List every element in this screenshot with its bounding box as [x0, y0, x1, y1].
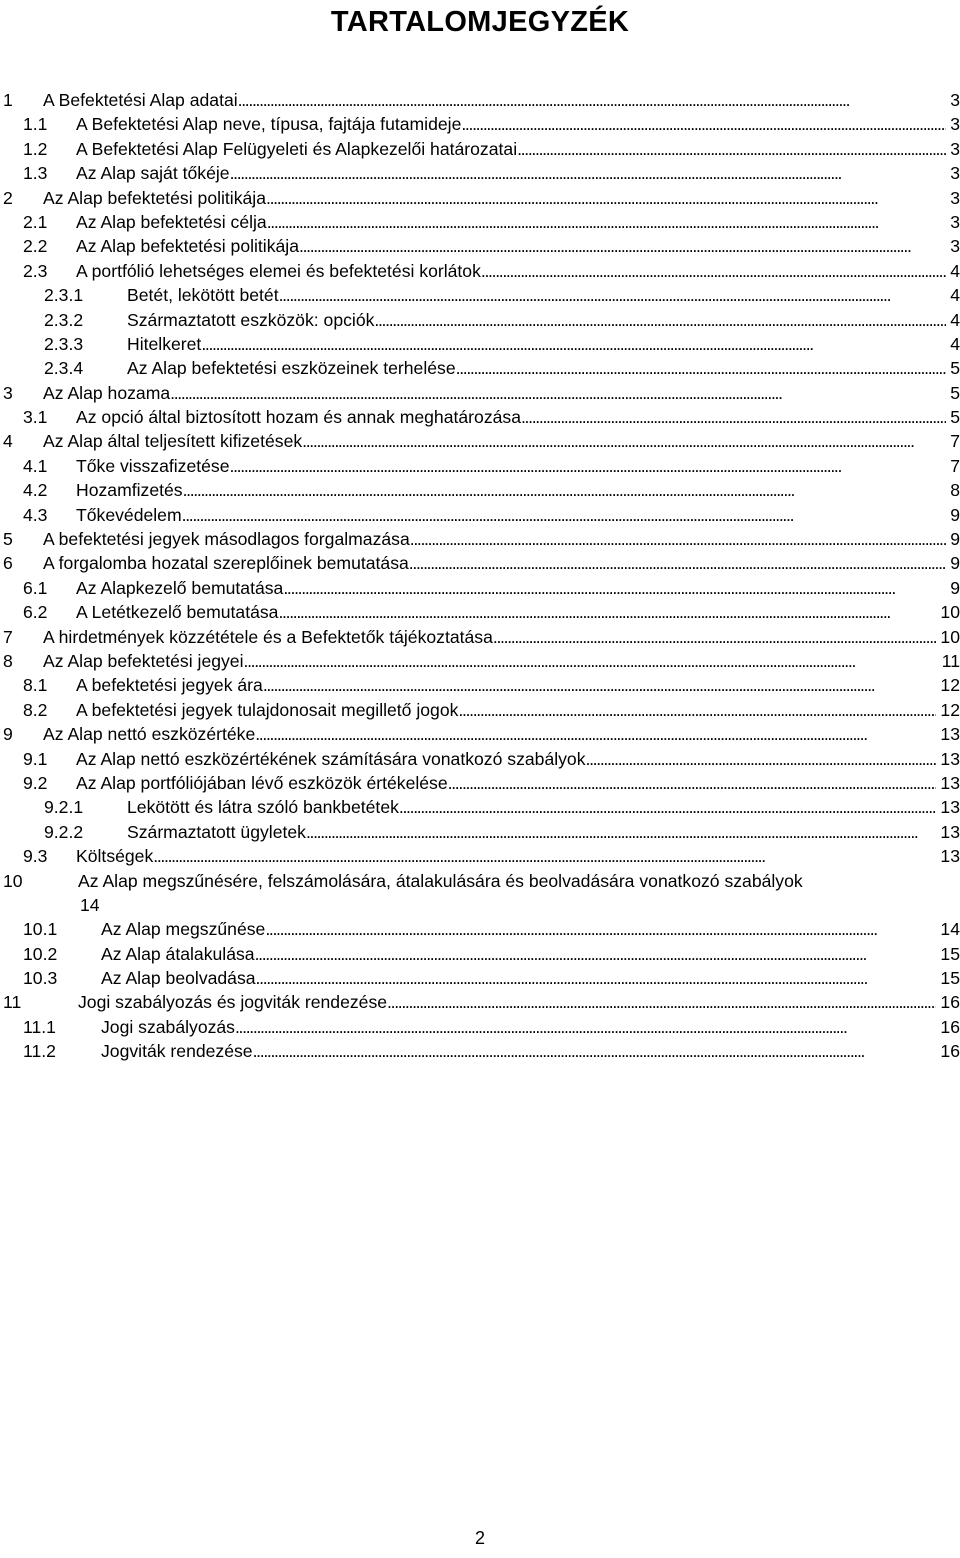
toc-entry[interactable] — [0, 503, 960, 527]
toc-page-number: 3 — [950, 163, 960, 184]
toc-label: Az Alap által teljesített kifizetések — [43, 429, 302, 453]
dot-leader — [493, 625, 937, 649]
document-title: TARTALOMJEGYZÉK — [330, 6, 630, 38]
page-number: 2 — [474, 1528, 485, 1548]
toc-number: 9.2 — [23, 772, 48, 793]
dot-leader — [458, 698, 936, 722]
toc-number: 6.1 — [23, 577, 48, 598]
dot-leader — [461, 112, 946, 136]
toc-entry[interactable] — [0, 820, 960, 844]
toc-entry[interactable] — [0, 673, 960, 697]
toc-page-number: 14 — [940, 919, 960, 940]
toc-page-number: 15 — [940, 968, 960, 989]
toc-number: 3.1 — [23, 407, 48, 428]
toc-number: 10.2 — [23, 943, 58, 964]
toc-number: 4.2 — [23, 480, 48, 501]
toc-label: Hozamfizetés — [76, 478, 183, 502]
toc-label: Az Alap saját tőkéje — [76, 161, 230, 185]
toc-page-number: 3 — [950, 114, 960, 135]
toc-page-number: 14 — [80, 894, 100, 915]
toc-label: Jogviták rendezése — [101, 1039, 253, 1063]
toc-number: 7 — [3, 626, 13, 647]
toc-entry[interactable] — [0, 112, 960, 136]
dot-leader — [521, 405, 946, 429]
toc-number: 1.3 — [23, 163, 48, 184]
dot-leader — [255, 722, 936, 746]
toc-page-number: 3 — [950, 187, 960, 208]
dot-leader — [183, 478, 947, 502]
toc-number: 9.2.2 — [44, 821, 84, 842]
dot-leader — [306, 820, 936, 844]
toc-page-number: 3 — [950, 236, 960, 257]
dot-leader — [255, 942, 937, 966]
toc-page-number: 3 — [950, 211, 960, 232]
toc-page-number: 16 — [940, 992, 960, 1013]
dot-leader — [399, 795, 937, 819]
toc-label: Hitelkeret — [127, 332, 201, 356]
dot-leader — [244, 649, 938, 673]
toc-label: Az Alap nettó eszközértéke — [43, 722, 255, 746]
dot-leader — [456, 356, 947, 380]
table-of-contents — [0, 88, 960, 1064]
dot-leader — [182, 503, 947, 527]
toc-label: Jogi szabályozás — [101, 1015, 235, 1039]
toc-entry[interactable] — [0, 137, 960, 161]
toc-page-number: 4 — [950, 285, 960, 306]
toc-number: 8.1 — [23, 675, 48, 696]
toc-number: 11.2 — [23, 1041, 56, 1062]
toc-number: 2 — [3, 187, 13, 208]
toc-label: A befektetési jegyek ára — [76, 673, 263, 697]
toc-entry[interactable] — [0, 942, 960, 966]
toc-number: 2.3.1 — [44, 285, 84, 306]
dot-leader — [230, 161, 947, 185]
toc-entry[interactable] — [0, 795, 960, 819]
dot-leader — [267, 210, 946, 234]
dot-leader — [263, 673, 937, 697]
dot-leader — [448, 771, 937, 795]
toc-label: A befektetési jegyek másodlagos forgalmazása — [43, 527, 410, 551]
toc-page-number: 9 — [950, 577, 960, 598]
toc-label: Jogi szabályozás és jogviták rendezése — [78, 990, 387, 1014]
toc-entry[interactable] — [0, 308, 960, 332]
toc-page-number: 13 — [940, 821, 960, 842]
toc-page-number: 13 — [940, 797, 960, 818]
dot-leader — [238, 88, 947, 112]
toc-page-number: 3 — [950, 138, 960, 159]
toc-label: Tőke visszafizetése — [76, 454, 230, 478]
toc-number: 2.3.4 — [44, 358, 84, 379]
toc-number: 5 — [3, 529, 13, 550]
toc-number: 4.1 — [23, 455, 48, 476]
toc-number: 4 — [3, 431, 13, 452]
dot-leader — [283, 576, 946, 600]
toc-entry[interactable] — [0, 576, 960, 600]
toc-number: 10.1 — [23, 919, 58, 940]
toc-entry[interactable] — [0, 161, 960, 185]
toc-entry[interactable] — [0, 698, 960, 722]
toc-page-number: 12 — [940, 675, 960, 696]
toc-number: 1.1 — [23, 114, 48, 135]
toc-entry[interactable] — [0, 649, 960, 673]
toc-entry[interactable] — [0, 1039, 960, 1063]
toc-page-number: 5 — [950, 407, 960, 428]
toc-page-number: 5 — [950, 382, 960, 403]
toc-number: 1.2 — [23, 138, 48, 159]
toc-label: A befektetési jegyek tulajdonosait megillető jogok — [76, 698, 458, 722]
dot-leader — [279, 283, 947, 307]
toc-label: A Befektetési Alap adatai — [43, 88, 238, 112]
dot-leader — [153, 844, 936, 868]
toc-page-number: 12 — [940, 699, 960, 720]
toc-label: Az Alap befektetési politikája — [76, 234, 299, 258]
toc-number: 8 — [3, 650, 13, 671]
toc-label: Az Alap megszűnése — [101, 917, 265, 941]
dot-leader — [374, 308, 946, 332]
toc-label: Az Alap beolvadása — [101, 966, 256, 990]
toc-page-number: 7 — [950, 455, 960, 476]
toc-page-number: 10 — [940, 602, 960, 623]
toc-entry[interactable] — [0, 356, 960, 380]
toc-label: Az Alap befektetési politikája — [43, 186, 266, 210]
toc-entry[interactable] — [0, 234, 960, 258]
toc-entry[interactable] — [0, 625, 960, 649]
toc-page-number: 9 — [950, 529, 960, 550]
toc-number: 2.1 — [23, 211, 48, 232]
toc-label: Az Alap befektetési eszközeinek terhelése — [127, 356, 456, 380]
toc-number: 9 — [3, 724, 13, 745]
toc-number: 11 — [3, 992, 22, 1013]
dot-leader — [387, 990, 936, 1014]
toc-page-number: 4 — [950, 333, 960, 354]
toc-entry[interactable] — [0, 332, 960, 356]
toc-entry[interactable] — [0, 283, 960, 307]
toc-entry[interactable] — [0, 88, 960, 112]
toc-page-number: 13 — [940, 846, 960, 867]
dot-leader — [409, 551, 946, 575]
toc-page-number: 15 — [940, 943, 960, 964]
dot-leader — [265, 917, 936, 941]
toc-page-number: 11 — [941, 650, 960, 671]
dot-leader — [299, 234, 946, 258]
toc-label: Származtatott ügyletek — [127, 820, 306, 844]
toc-entry[interactable] — [0, 869, 960, 918]
toc-number: 10 — [3, 870, 23, 891]
dot-leader — [256, 966, 937, 990]
dot-leader — [253, 1039, 937, 1063]
toc-label: A Letétkezelő bemutatása — [76, 600, 278, 624]
toc-number: 2.3 — [23, 260, 48, 281]
toc-label: Tőkevédelem — [76, 503, 182, 527]
dot-leader — [170, 381, 946, 405]
toc-label: Származtatott eszközök: opciók — [127, 308, 374, 332]
toc-number: 6 — [3, 553, 13, 574]
toc-page-number: 3 — [950, 90, 960, 110]
toc-entry[interactable] — [0, 747, 960, 771]
toc-entry[interactable] — [0, 600, 960, 624]
toc-entry[interactable] — [0, 405, 960, 429]
dot-leader — [278, 600, 936, 624]
toc-number: 1 — [3, 90, 13, 110]
toc-number: 10.3 — [23, 968, 58, 989]
toc-label: A Befektetési Alap neve, típusa, fajtája futamideje — [76, 112, 461, 136]
toc-page-number: 8 — [950, 480, 960, 501]
toc-label: Az Alap nettó eszközértékének számítására vonatkozó szabályok — [76, 747, 586, 771]
toc-number: 11.1 — [23, 1016, 56, 1037]
toc-label: A Befektetési Alap Felügyeleti és Alapkezelői határozatai — [76, 137, 517, 161]
toc-entry[interactable] — [0, 990, 960, 1014]
toc-page-number: 9 — [950, 553, 960, 574]
toc-number: 2.3.2 — [44, 309, 84, 330]
toc-label: A forgalomba hozatal szereplőinek bemutatása — [43, 551, 409, 575]
toc-page-number: 16 — [940, 1016, 960, 1037]
toc-page-number: 13 — [940, 724, 960, 745]
toc-label: Az Alap átalakulása — [101, 942, 255, 966]
dot-leader — [302, 429, 946, 453]
toc-label: Az Alap megszűnésére, felszámolására, átalakulására és beolvadására vonatkozó szabályok — [78, 869, 803, 893]
toc-number: 6.2 — [23, 602, 48, 623]
toc-entry[interactable] — [0, 527, 960, 551]
toc-entry[interactable] — [0, 1015, 960, 1039]
toc-entry[interactable] — [0, 966, 960, 990]
toc-entry[interactable] — [0, 381, 960, 405]
toc-entry[interactable] — [0, 186, 960, 210]
toc-entry[interactable] — [0, 429, 960, 453]
toc-label: A portfólió lehetséges elemei és befektetési korlátok — [76, 259, 481, 283]
toc-label: Betét, lekötött betét — [127, 283, 279, 307]
toc-entry[interactable] — [0, 478, 960, 502]
toc-number: 9.2.1 — [44, 797, 84, 818]
toc-number: 4.3 — [23, 504, 48, 525]
toc-page-number: 13 — [940, 748, 960, 769]
toc-label: Az opció által biztosított hozam és annak meghatározása — [76, 405, 521, 429]
toc-page-number: 7 — [950, 431, 960, 452]
toc-entry[interactable] — [0, 259, 960, 283]
toc-number: 2.2 — [23, 236, 48, 257]
toc-page-number: 10 — [940, 626, 960, 647]
toc-page-number: 5 — [950, 358, 960, 379]
toc-label: Költségek — [76, 844, 153, 868]
toc-label: Az Alap portfóliójában lévő eszközök értékelése — [76, 771, 448, 795]
toc-label: Az Alap hozama — [43, 381, 170, 405]
toc-entry[interactable] — [0, 917, 960, 941]
toc-entry[interactable] — [0, 454, 960, 478]
toc-page-number: 13 — [940, 772, 960, 793]
dot-leader — [586, 747, 937, 771]
toc-label: Az Alap befektetési célja — [76, 210, 267, 234]
dot-leader — [235, 1015, 936, 1039]
toc-number: 8.2 — [23, 699, 48, 720]
dot-leader — [201, 332, 946, 356]
dot-leader — [481, 259, 946, 283]
toc-page-number: 4 — [950, 260, 960, 281]
toc-entry[interactable] — [0, 722, 960, 746]
toc-number: 2.3.3 — [44, 333, 84, 354]
toc-page-number: 4 — [950, 309, 960, 330]
toc-label: A hirdetmények közzététele és a Befektetők tájékoztatása — [43, 625, 493, 649]
toc-number: 3 — [3, 382, 13, 403]
toc-entry[interactable] — [0, 210, 960, 234]
toc-label: Az Alapkezelő bemutatása — [76, 576, 283, 600]
toc-number: 9.3 — [23, 846, 48, 867]
dot-leader — [410, 527, 946, 551]
toc-page-number: 16 — [940, 1041, 960, 1062]
dot-leader — [230, 454, 947, 478]
toc-entry[interactable] — [0, 551, 960, 575]
toc-label: Az Alap befektetési jegyei — [43, 649, 244, 673]
toc-page-number: 9 — [950, 504, 960, 525]
dot-leader — [517, 137, 946, 161]
dot-leader — [266, 186, 946, 210]
toc-number: 9.1 — [23, 748, 48, 769]
toc-label: Lekötött és látra szóló bankbetétek — [127, 795, 399, 819]
toc-entry[interactable] — [0, 844, 960, 868]
toc-entry[interactable] — [0, 771, 960, 795]
